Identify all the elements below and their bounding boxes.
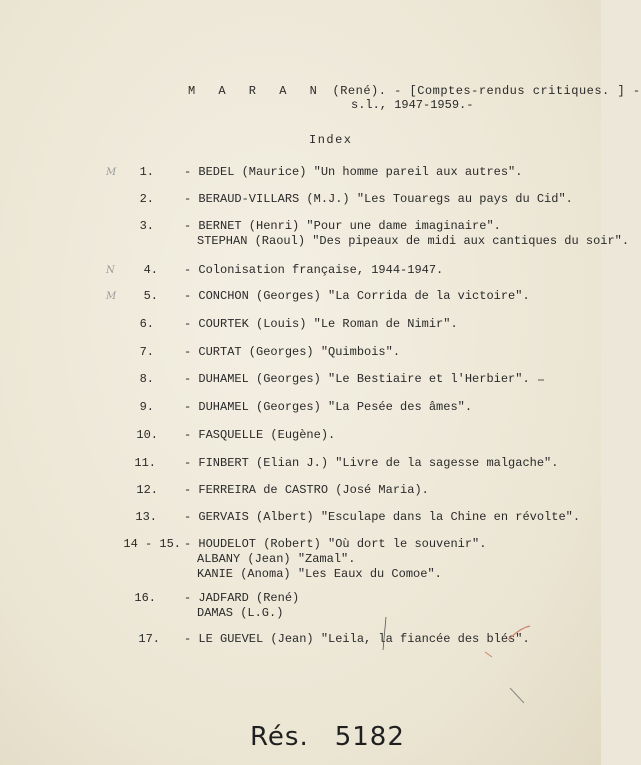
margin-annotation: M	[106, 167, 117, 178]
entry-text: ALBANY (Jean) "Zamal".	[197, 552, 356, 566]
entry-number: 6.	[139, 317, 154, 331]
entry-text: - CONCHON (Georges) "La Corrida de la victoire".	[184, 289, 530, 303]
entry-number: 5.	[143, 289, 158, 303]
entry-text: - HOUDELOT (Robert) "Où dort le souvenir".	[184, 537, 487, 551]
imprint-line: s.l., 1947-1959.-	[351, 98, 474, 112]
margin-annotation: N	[106, 265, 115, 276]
entry-text: - BEDEL (Maurice) "Un homme pareil aux autres".	[184, 165, 523, 179]
entry-text: - FERREIRA de CASTRO (José Maria).	[184, 483, 429, 497]
entry-number: 16.	[134, 591, 156, 605]
entry-number: 13.	[135, 510, 157, 524]
entry-number: 3.	[139, 219, 154, 233]
entry-number: 4.	[143, 263, 158, 277]
entry-text: - FASQUELLE (Eugène).	[184, 428, 336, 442]
author-name: M A R A N	[188, 84, 325, 98]
entry-number: 8.	[139, 372, 154, 386]
entry-text: DAMAS (L.G.)	[197, 606, 284, 620]
entry-number: 12.	[136, 483, 158, 497]
entry-text: STEPHAN (Raoul) "Des pipeaux de midi aux cantiques du soir".	[197, 234, 630, 248]
entry-number: 1.	[139, 165, 154, 179]
call-number-value: 5182	[334, 722, 405, 752]
entry-number: 14 - 15.	[123, 537, 181, 551]
entry-number: 17.	[138, 632, 160, 646]
red-pencil-tick	[485, 652, 492, 657]
margin-annotation: M	[106, 291, 117, 302]
entry-number: 11.	[134, 456, 156, 470]
entry-text: - JADFARD (René)	[184, 591, 300, 605]
entry-text: - CURTAT (Georges) "Quimbois".	[184, 345, 401, 359]
ink-stroke	[383, 617, 386, 650]
entry-text: - FINBERT (Elian J.) "Livre de la sagesse malgache".	[184, 456, 559, 470]
entry-text: - Colonisation française, 1944-1947.	[184, 263, 444, 277]
entry-text: - BERNET (Henri) "Pour une dame imaginaire".	[184, 219, 501, 233]
entry-text: - DUHAMEL (Georges) "Le Bestiaire et l'Herbier".	[184, 372, 530, 386]
entry-number: 7.	[139, 345, 154, 359]
red-pencil-stroke	[508, 626, 530, 640]
entry-text: - DUHAMEL (Georges) "La Pesée des âmes".	[184, 400, 473, 414]
entry-number: 2.	[139, 192, 154, 206]
heading-rest: (René). - [Comptes-rendus critiques. ] -	[332, 84, 641, 98]
entry-text: - BERAUD-VILLARS (M.J.) "Les Touaregs au pays du Cid".	[184, 192, 573, 206]
entry-text: - COURTEK (Louis) "Le Roman de Nimir".	[184, 317, 458, 331]
index-title: Index	[309, 133, 353, 147]
entry-text: - GERVAIS (Albert) "Esculape dans la Chine en révolte".	[184, 510, 581, 524]
entry-number: 9.	[139, 400, 154, 414]
pencil-tick	[510, 688, 524, 703]
entry-text: - LE GUEVEL (Jean) "Leila, la fiancée des blés".	[184, 632, 530, 646]
entry-text: KANIE (Anoma) "Les Eaux du Comoe".	[197, 567, 442, 581]
entry-number: 10.	[136, 428, 158, 442]
call-number-prefix: Rés.	[250, 722, 309, 752]
